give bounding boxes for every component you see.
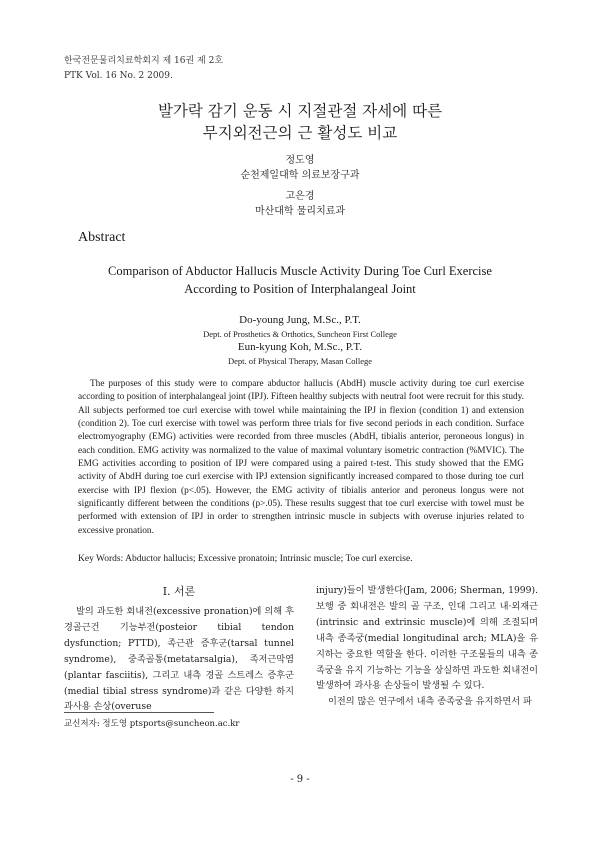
journal-header [64,54,223,84]
body-column-left: 발의 과도한 회내전(excessive pronation)에 의해 후경골근건 기능부전(posteior tibial tendon dysfunction; PTTD), 족근관 증후군(tarsal tunnel syndrome), 중족골통(metatarsalgia), 족저근막염(plantar fasciitis), 그리고 내측 경골 스트레스 증후군(medial tibial stress syndrome)과 같은 다양한 하지 과사용 손상(overuse [64,606,294,713]
body-column-right [316,583,538,710]
body-paragraph: injury)들이 발생한다(Jam, 2006; Sherman, 1999). 보행 중 회내전은 발의 골 구조, 인대 그리고 내·외재근(intrinsic and extrinsic muscle)에 의해 조절되며 내측 종족궁(medial longitudinal arch; MLA)을 유지하는 중요한 역할을 한다. 이러한 구조물들의 내측 종족궁을 유지 기능하는 기능을 상실하면 과도한 회내전이 발생하여 과사용 손상들이 발생될 수 있다. [316,585,538,692]
author-ko-1 [0,153,600,183]
title-korean [0,100,600,144]
author-ko-2 [0,189,600,219]
journal-name-ko: 한국전문물리치료학회지 제 16권 제 2호 [64,56,224,66]
author-ko-name: 정도영 [285,155,315,166]
body-paragraph: 이전의 많은 연구에서 내측 종족궁을 유지하면서 파 [328,696,532,708]
corresponding-author-footnote: 교신저자: 정도영 ptsports@suncheon.ac.kr [64,719,240,729]
abstract-text: The purposes of this study were to compare abductor hallucis (AbdH) muscle activity during toe curl exercise according to position of interphalangeal joint (IPJ). Fifteen healthy subjects with neutral foot were recruit for this study. All subjects performed toe curl exercise with towel while maintaining the IPJ in flexion (condition 1) and extension (condition 2). Toe curl exercise with towel was perform three trials for five second periods in each condition. Surface electromyography (EMG) activities were recorded from three muscles (AbdH, tibialis anterior, peroneous longus) in each condition. EMG activity was normalized to the value of maximal voluntary isometric contraction (%MVIC). The EMG activities according to position of IPJ were compared using a paired t-test. This study showed that the EMG activity of AbdH during toe curl exercise with IPJ extension significantly increased compared to those during toe curl exercise with IPJ flexion (p<.05). However, the EMG activity of tibialis anterior and peroneus longus were not significantly different between the conditions (p>.05). These results suggest that toe curl exercise with towel must be performed with extension of IPJ in order to strengthen intrinsic muscle in subjects with overuse injuries related to excessive pronation. [78,379,524,536]
author-ko-affiliation: 마산대학 물리치료과 [254,206,346,217]
title-korean-line2: 무지외전근의 근 활성도 비교 [202,124,398,142]
title-korean-line1: 발가락 감기 운동 시 지절관절 자세에 따른 [157,102,443,120]
author-en-affiliation: Dept. of Physical Therapy, Masan College [228,356,372,366]
keywords: Key Words: Abductor hallucis; Excessive pronatoin; Intrinsic muscle; Toe curl exercise. [78,554,413,564]
footnote-divider [64,712,214,713]
journal-volume: PTK Vol. 16 No. 2 2009. [64,71,173,81]
author-en-name: Eun-kyung Koh, M.Sc., P.T. [237,341,363,353]
author-en-name: Do-young Jung, M.Sc., P.T. [239,314,361,326]
author-ko-name: 고은경 [285,191,315,202]
author-en-affiliation: Dept. of Prosthetics & Orthotics, Suncheon First College [203,329,397,339]
title-english [0,262,600,298]
page-number: - 9 - [290,774,310,785]
title-english-line2: According to Position of Interphalangeal Joint [184,282,416,296]
author-en-2 [0,340,600,368]
author-en-1 [0,313,600,341]
author-ko-affiliation: 순천제일대학 의료보장구과 [240,170,360,181]
section-heading-introduction: Ⅰ. 서론 [162,585,196,598]
title-english-line1: Comparison of Abductor Hallucis Muscle Activity During Toe Curl Exercise [108,264,492,278]
abstract-heading: Abstract [78,230,126,245]
